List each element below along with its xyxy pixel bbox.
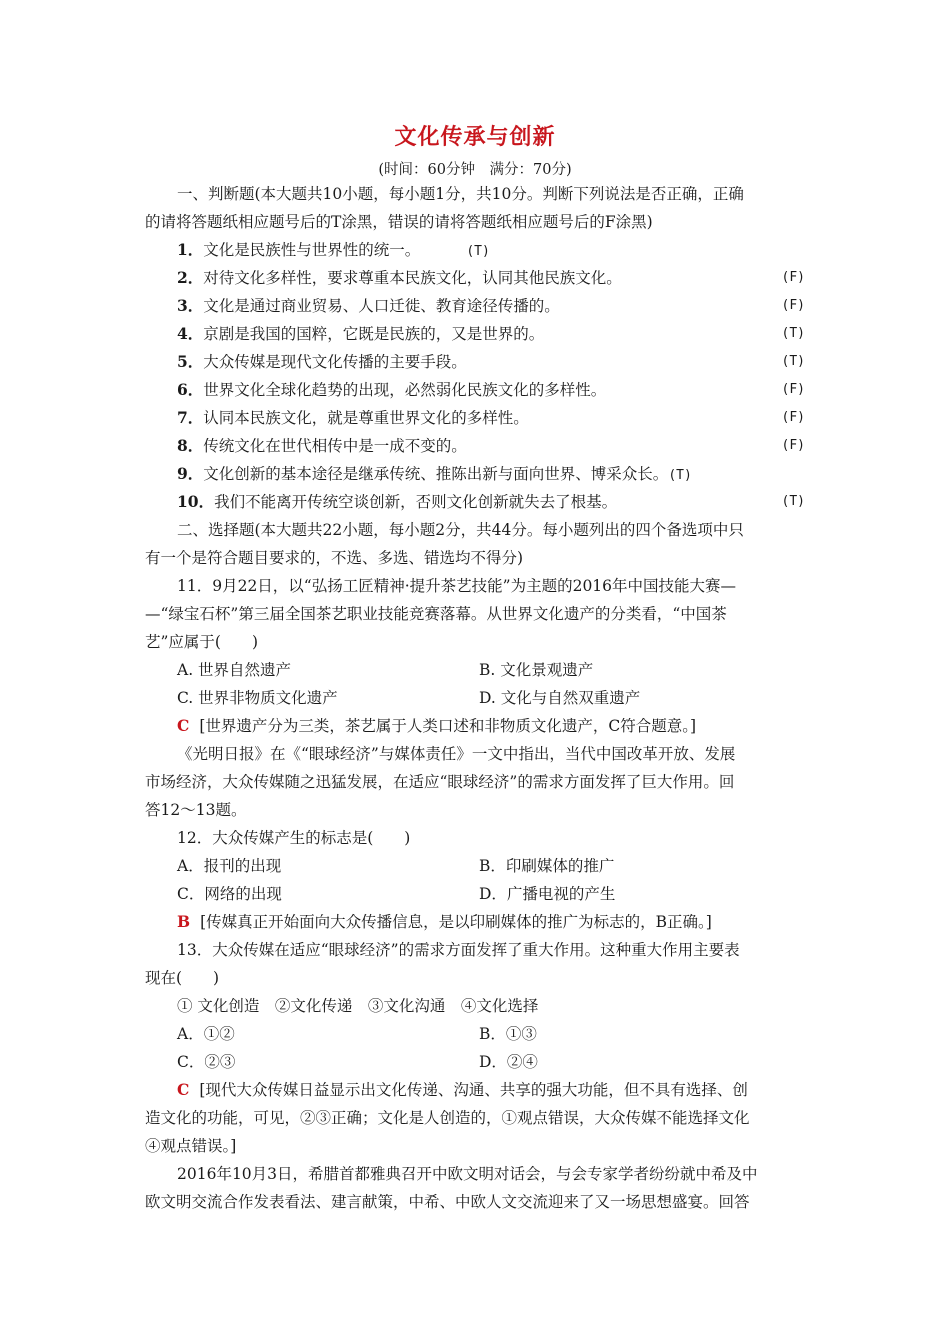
item-text: 传统文化在世代相传中是一成不变的。 xyxy=(203,437,467,455)
answer-explanation: [现代大众传媒日益显示出文化传递、沟通、共享的强大功能，但不具有选择、创 xyxy=(199,1081,748,1099)
judgment-item xyxy=(145,292,805,320)
option-a: A．报刊的出现 xyxy=(177,857,282,875)
answer-letter: C xyxy=(177,1080,190,1099)
item-number: 8． xyxy=(177,436,204,455)
option-c: C．②③ xyxy=(177,1053,236,1071)
item-answer-mark: (F) xyxy=(781,298,805,313)
page-title: 文化传承与创新 xyxy=(394,124,556,150)
item-number: 2． xyxy=(177,268,204,287)
section2-intro-line2: 有一个是符合题目要求的，不选、多选、错选均不得分) xyxy=(145,549,524,567)
item-text: 文化创新的基本途径是继承传统、推陈出新与面向世界、博采众长。 xyxy=(203,465,669,483)
question-13-options-row2 xyxy=(145,1048,805,1076)
option-d: D．②④ xyxy=(479,1053,538,1071)
question-13-answer-line3: ④观点错误。] xyxy=(145,1137,237,1155)
item-text: 我们不能离开传统空谈创新，否则文化创新就失去了根基。 xyxy=(214,493,618,511)
item-number: 7． xyxy=(177,408,204,427)
judgment-item xyxy=(145,236,805,264)
judgment-item xyxy=(145,432,805,460)
question-13-line1: 13．大众传媒在适应“眼球经济”的需求方面发挥了重大作用。这种重大作用主要表 xyxy=(177,941,740,959)
item-number: 5． xyxy=(177,352,204,371)
question-13-line2: 现在( ) xyxy=(145,969,220,987)
item-number: 4． xyxy=(177,324,204,343)
item-answer-mark: (F) xyxy=(781,410,805,425)
item-answer-mark: (T) xyxy=(781,494,805,509)
item-answer-mark: (T) xyxy=(668,468,692,483)
option-c: C．网络的出现 xyxy=(177,885,282,903)
item-answer-mark: (F) xyxy=(781,382,805,397)
option-b: B. 文化景观遗产 xyxy=(479,661,594,679)
question-13-answer-line1 xyxy=(145,1076,805,1104)
item-text: 文化是民族性与世界性的统一。 xyxy=(203,241,421,259)
option-b: B．①③ xyxy=(479,1025,537,1043)
item-answer-mark: (F) xyxy=(781,438,805,453)
item-text: 认同本民族文化，就是尊重世界文化的多样性。 xyxy=(203,409,529,427)
option-c: C. 世界非物质文化遗产 xyxy=(177,689,338,707)
item-answer-mark: (T) xyxy=(781,354,805,369)
question-13-choices: ① 文化创造 ②文化传递 ③文化沟通 ④文化选择 xyxy=(177,997,539,1015)
passage-2-line1: 2016年10月3日，希腊首都雅典召开中欧文明对话会，与会专家学者纷纷就中希及中 xyxy=(177,1165,758,1183)
passage-1-line3: 答12～13题。 xyxy=(145,801,247,819)
answer-explanation: [世界遗产分为三类，茶艺属于人类口述和非物质文化遗产，C符合题意。] xyxy=(199,717,697,735)
item-answer-mark: (T) xyxy=(466,244,490,259)
item-number: 10． xyxy=(177,492,215,511)
option-b: B．印刷媒体的推广 xyxy=(479,857,615,875)
judgment-item xyxy=(145,376,805,404)
question-12-line1: 12．大众传媒产生的标志是( ) xyxy=(177,829,411,847)
question-11-options-row1 xyxy=(145,656,805,684)
answer-letter: C xyxy=(177,716,190,735)
item-text: 世界文化全球化趋势的出现，必然弱化民族文化的多样性。 xyxy=(203,381,607,399)
option-a: A．①② xyxy=(177,1025,235,1043)
question-13-options-row1 xyxy=(145,1020,805,1048)
question-11-line2: —“绿宝石杯”第三届全国茶艺职业技能竞赛落幕。从世界文化遗产的分类看，“中国茶 xyxy=(145,605,727,623)
answer-explanation: [传媒真正开始面向大众传播信息，是以印刷媒体的推广为标志的，B正确。] xyxy=(200,913,712,931)
question-11-line3: 艺”应属于( ) xyxy=(145,633,259,651)
passage-1-line2: 市场经济，大众传媒随之迅猛发展，在适应“眼球经济”的需求方面发挥了巨大作用。回 xyxy=(145,773,735,791)
document-body xyxy=(145,180,805,1216)
section1-intro-line1: 一、判断题(本大题共10小题，每小题1分，共10分。判断下列说法是否正确，正确 xyxy=(177,185,744,203)
question-12-options-row1 xyxy=(145,852,805,880)
item-answer-mark: (T) xyxy=(781,326,805,341)
option-a: A. 世界自然遗产 xyxy=(177,661,292,679)
item-number: 6． xyxy=(177,380,204,399)
section1-intro-line2: 的请将答题纸相应题号后的T涂黑，错误的请将答题纸相应题号后的F涂黑) xyxy=(145,213,653,231)
question-11-line1: 11．9月22日，以“弘扬工匠精神·提升茶艺技能”为主题的2016年中国技能大赛— xyxy=(177,577,737,595)
question-13-answer-line2: 造文化的功能，可见，②③正确；文化是人创造的，①观点错误，大众传媒不能选择文化 xyxy=(145,1109,750,1127)
judgment-item xyxy=(145,348,805,376)
question-11-options-row2 xyxy=(145,684,805,712)
judgment-item xyxy=(145,320,805,348)
passage-1-line1: 《光明日报》在《“眼球经济”与媒体责任》一文中指出，当代中国改革开放、发展 xyxy=(177,745,736,763)
judgment-item xyxy=(145,264,805,292)
judgment-item xyxy=(145,404,805,432)
exam-time-info: (时间：60分钟 满分：70分) xyxy=(378,162,572,178)
question-12-answer xyxy=(145,908,805,936)
item-answer-mark: (F) xyxy=(781,270,805,285)
item-number: 1． xyxy=(177,240,204,259)
question-11-answer xyxy=(145,712,805,740)
judgment-item xyxy=(145,488,805,516)
item-number: 9． xyxy=(177,464,204,483)
answer-letter: B xyxy=(177,912,191,931)
item-text: 文化是通过商业贸易、人口迁徙、教育途径传播的。 xyxy=(203,297,560,315)
passage-2-line2: 欧文明交流合作发表看法、建言献策，中希、中欧人文交流迎来了又一场思想盛宴。回答 xyxy=(145,1193,750,1211)
item-text: 大众传媒是现代文化传播的主要手段。 xyxy=(203,353,467,371)
item-text: 京剧是我国的国粹，它既是民族的，又是世界的。 xyxy=(203,325,545,343)
item-text: 对待文化多样性，要求尊重本民族文化，认同其他民族文化。 xyxy=(203,269,622,287)
judgment-item xyxy=(145,460,805,488)
item-number: 3． xyxy=(177,296,204,315)
question-12-options-row2 xyxy=(145,880,805,908)
section2-intro-line1: 二、选择题(本大题共22小题，每小题2分，共44分。每小题列出的四个备选项中只 xyxy=(177,521,744,539)
option-d: D．广播电视的产生 xyxy=(479,885,616,903)
option-d: D. 文化与自然双重遗产 xyxy=(479,689,641,707)
